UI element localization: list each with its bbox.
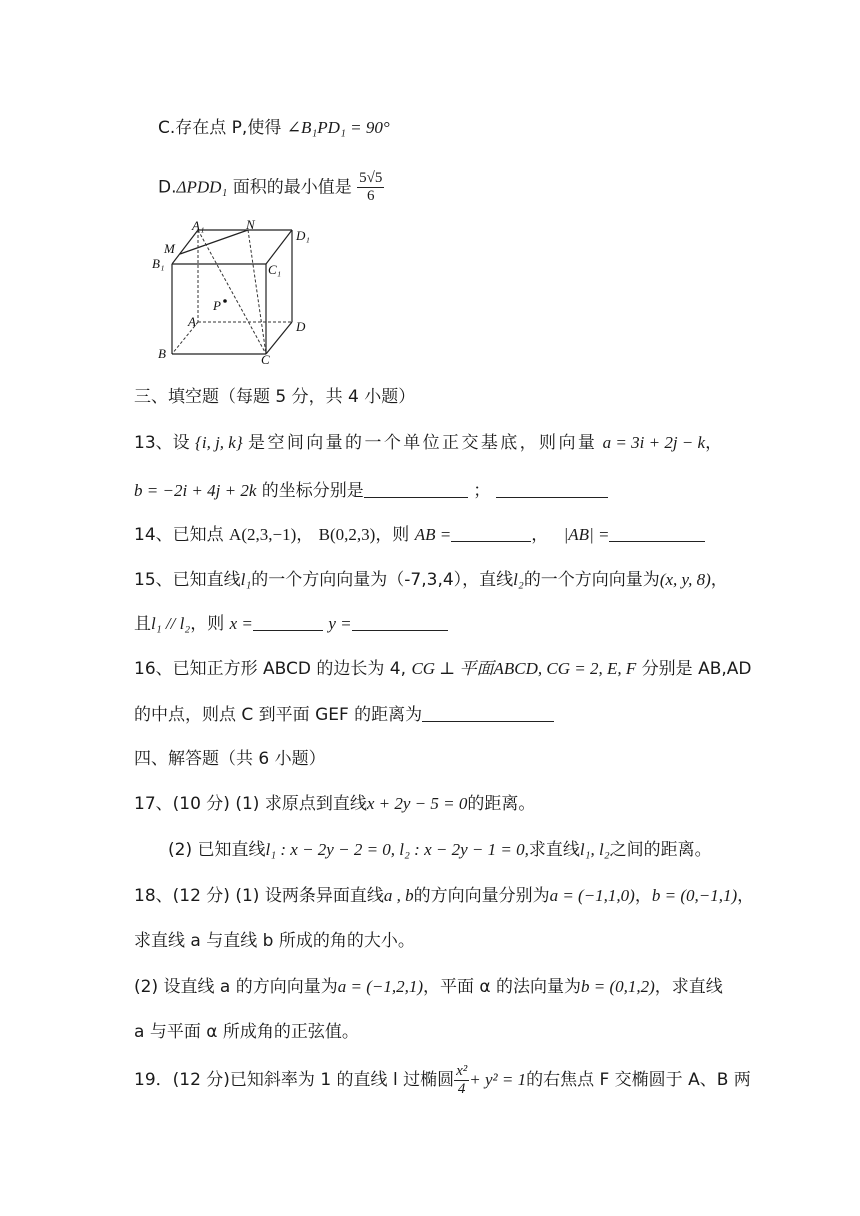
label-d: D — [296, 319, 306, 334]
fraction-numerator: x² — [456, 1062, 468, 1079]
question-16-line-1 — [134, 657, 752, 681]
q15-text-1: 的一个方向向量为（-7,3,4），直线 — [251, 570, 514, 590]
question-17-part-1 — [134, 792, 535, 816]
label-a1: A₁ — [192, 218, 205, 233]
label-b1: B₁ — [152, 256, 165, 271]
q18-part-2-vector-b: b = (0,1,2) — [581, 977, 655, 996]
q14-number: 14、已知点 — [134, 525, 224, 545]
question-18-part-2-line-2: a 与平面 α 所成角的正弦值。 — [134, 1022, 359, 1042]
q15-number: 15、已知直线 — [134, 570, 241, 590]
q15-line-l2: l₂ — [513, 570, 524, 589]
q18-part-2-vector-a: a = (−1,2,1) — [337, 977, 423, 996]
q17-part-2-label: (2) 已知直线 — [168, 840, 266, 860]
q18-part-2-label: (2) 设直线 a 的方向向量为 — [134, 977, 338, 997]
label-d1: D₁ — [296, 228, 310, 243]
question-16-line-2 — [134, 703, 554, 727]
question-18-part-2-line-1 — [134, 975, 723, 999]
q17-tail: 的距离。 — [467, 794, 536, 814]
label-c1: C₁ — [268, 262, 282, 277]
q14-then: ，则 — [375, 525, 410, 545]
q19-equation: + y² = 1 — [469, 1070, 527, 1089]
option-d — [158, 170, 384, 205]
option-c-text: C.存在点 P,使得 — [158, 118, 282, 138]
question-14: 14、已知点 A(2,3,−1)， B(0,2,3)，则 AB = ， |AB| = — [134, 523, 705, 547]
q16-text-2: 的中点，则点 C 到平面 GEF 的距离为 — [134, 705, 423, 725]
q13-vector-b: b = −2i + 4j + 2k — [134, 481, 257, 500]
q14-point-b: B(0,2,3) — [318, 525, 376, 544]
q17-part-2-tail: 之间的距离。 — [609, 840, 712, 860]
q19-text: 19．(12 分)已知斜率为 1 的直线 l 过椭圆 — [134, 1070, 455, 1090]
label-m: M — [164, 241, 175, 256]
fraction-denominator: 4 — [457, 1080, 466, 1097]
fraction-numerator: 5√5 — [359, 170, 383, 186]
label-b: B — [158, 346, 166, 361]
question-18-line-2: 求直线 a 与直线 b 所成的角的大小。 — [134, 931, 415, 951]
q15-vector: (x, y, 8) — [659, 570, 711, 589]
q17-number: 17、(10 分) (1) 求原点到直线 — [134, 794, 367, 814]
q18-number: 18、(12 分) (1) 设两条异面直线 — [134, 886, 384, 906]
q13-text: 是空间向量的一个单位正交基底，则向量 — [248, 433, 598, 453]
q16-text: 分别是 AB,AD — [641, 659, 752, 679]
label-c: C — [261, 352, 270, 367]
label-p: P — [213, 298, 221, 313]
section-4-heading: 四、解答题（共 6 小题） — [134, 749, 326, 769]
q16-answer-blank[interactable] — [422, 703, 554, 722]
q13-answer-blank-2[interactable] — [496, 479, 608, 498]
option-d-text: 面积的最小值是 — [232, 177, 352, 198]
q17-lines: l₁ : x − 2y − 2 = 0, l₂ : x − 2y − 1 = 0, — [265, 840, 529, 859]
q15-text-4: ，则 — [190, 614, 225, 634]
q17-lines-names: l₁, l₂ — [579, 840, 610, 859]
q13-answer-blank-1[interactable] — [364, 479, 468, 498]
section-3-heading: 三、填空题（每题 5 分，共 4 小题） — [134, 387, 416, 407]
question-15-line-2 — [134, 612, 448, 636]
question-15-line-1: 15、已知直线l₁的一个方向向量为（-7,3,4），直线l₂的一个方向向量为(x, y, 8)， — [134, 570, 728, 590]
q13-text-2: 的坐标分别是 — [261, 481, 364, 501]
question-19 — [134, 1058, 751, 1102]
q13-basis: {i, j, k} — [195, 433, 243, 452]
option-d-triangle: ΔPDD₁ — [176, 177, 228, 197]
q15-x: x = — [229, 614, 253, 633]
q13-vector-a: a = 3i + 2j − k — [602, 433, 706, 452]
q14-point-a: A(2,3,−1) — [229, 525, 297, 544]
q19-tail: 的右焦点 F 交椭圆于 A、B 两 — [526, 1070, 751, 1090]
q15-parallel: l₁ // l₂ — [151, 614, 191, 633]
fraction-denominator: 6 — [367, 188, 375, 204]
q18-text: 的方向向量分别为 — [413, 886, 550, 906]
option-d-fraction — [357, 170, 384, 205]
q19-fraction — [454, 1063, 469, 1098]
q17-equation: x + 2y − 5 = 0 — [366, 794, 468, 813]
q14-answer-blank-2[interactable] — [609, 523, 705, 542]
q13-number: 13、设 — [134, 433, 190, 453]
question-17-part-2 — [168, 838, 712, 862]
q13-separator: ； — [473, 481, 491, 501]
q18-lines: a , b — [383, 886, 414, 905]
q14-vector-ab: AB = — [414, 525, 452, 544]
q18-part-2-text: ，平面 α 的法向量为 — [422, 977, 581, 997]
question-18-line-1: 18、(12 分) (1) 设两条异面直线a , b的方向向量分别为a = (−1,1,0)，b = (0,−1,1)， — [134, 886, 755, 906]
q14-magnitude-ab: |AB| = — [563, 525, 610, 544]
q15-answer-blank-x[interactable] — [253, 612, 323, 631]
q18-vector-a: a = (−1,1,0) — [549, 886, 635, 905]
question-13-line-2 — [134, 479, 608, 503]
option-c — [158, 116, 390, 140]
q16-number: 16、已知正方形 ABCD 的边长为 4, — [134, 659, 407, 679]
q16-condition: CG ⊥ 平面ABCD, CG = 2, E, F — [411, 659, 637, 678]
label-a: A — [188, 314, 196, 329]
q13-comma: ， — [705, 433, 723, 453]
q18-part-2-tail: ，求直线 — [654, 977, 723, 997]
option-c-expr: ∠B₁PD₁ = 90° — [286, 118, 390, 137]
q15-answer-blank-y[interactable] — [352, 612, 448, 631]
cube-figure — [150, 218, 320, 368]
q14-answer-blank-1[interactable] — [451, 523, 531, 542]
question-13-line-1 — [134, 431, 722, 455]
q15-text-2: 的一个方向向量为 — [523, 570, 660, 590]
q15-y: y = — [328, 614, 352, 633]
q15-text-3: 且 — [134, 614, 151, 634]
q17-part-2-text: 求直线 — [528, 840, 580, 860]
q15-line-l1: l₁ — [240, 570, 252, 589]
option-d-prefix: D. — [158, 177, 177, 198]
q18-vector-b: b = (0,−1,1) — [651, 886, 738, 905]
label-n: N — [246, 218, 255, 232]
